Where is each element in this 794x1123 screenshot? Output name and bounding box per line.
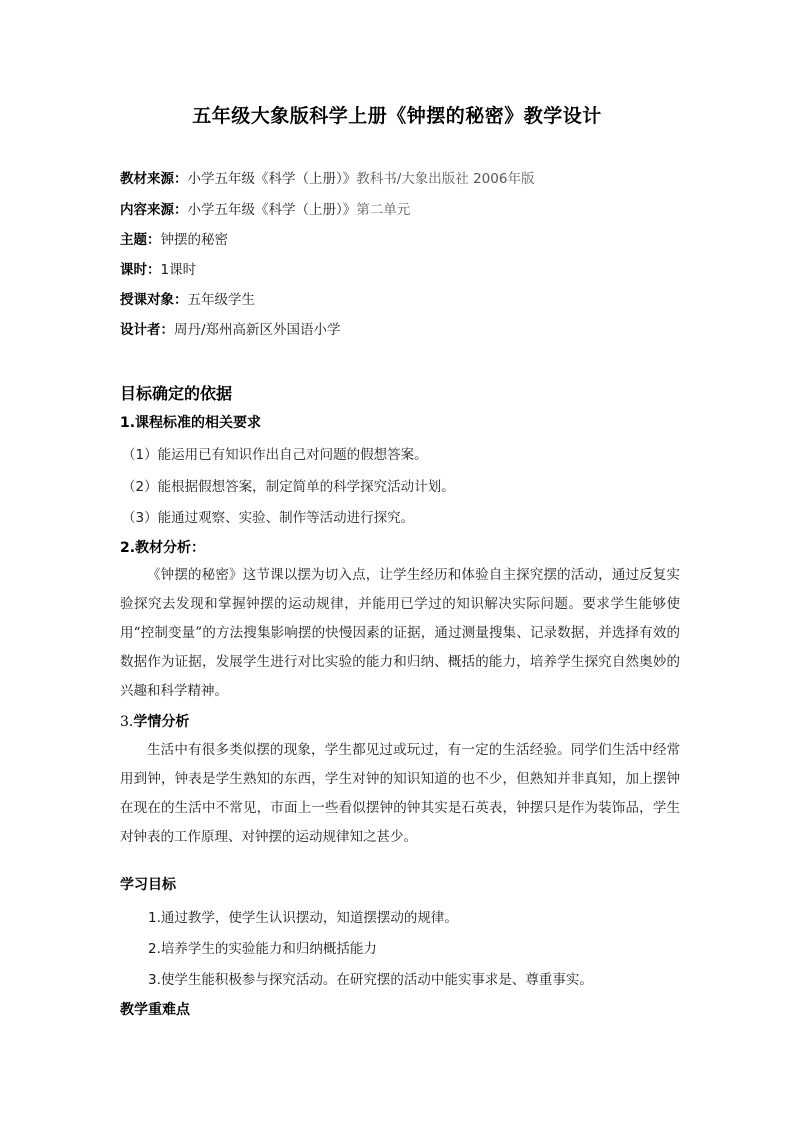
paragraph-textbook-analysis: 《钟摆的秘密》这节课以摆为切入点，让学生经历和体验自主探究摆的活动，通过反复实验探究去发现和掌握钟摆的运动规律，并能用已学过的知识解决实际问题。要求学生能够使用“控制变量”的方法搜集影响摆的快慢因素的证据，通过测量搜集、记录数据，并选择有效的数据作为证据，发展学生进行对比实验的能力和归纳、概括的能力，培养学生探究自然奥妙的兴趣和科学精神。: [120, 567, 680, 699]
meta-content-source: [120, 201, 410, 219]
meta-value-muted: 第二单元: [356, 202, 411, 218]
list-item: 3.使学生能积极参与探究活动。在研究摆的活动中能实事求是、尊重事实。: [148, 972, 593, 988]
meta-label: 内容来源：: [120, 202, 188, 218]
subheading-curriculum-standards: 1.课程标准的相关要求: [120, 415, 262, 431]
paragraph-student-analysis: 生活中有很多类似摆的现象，学生都见过或玩过，有一定的生活经验。同学们生活中经常用到钟，钟表是学生熟知的东西，学生对钟的知识知道的也不少，但熟知并非真知，加上摆钟在现在的生活中不常见，市面上一些看似摆钟的钟其实是石英表，钟摆只是作为装饰品，学生对钟表的工作原理、对钟摆的运动规律知之甚少。: [120, 742, 680, 845]
section-heading-basis: 目标确定的依据: [120, 384, 233, 403]
list-item: （2）能根据假想答案，制定简单的科学探究活动计划。: [122, 479, 455, 495]
list-item: 2.培养学生的实验能力和归纳概括能力: [148, 941, 377, 957]
list-item: 1.通过教学，使学生认识摆动，知道摆摆动的规律。: [148, 910, 458, 926]
list-item: （3）能通过观察、实验、制作等活动进行探究。: [122, 510, 415, 526]
meta-label: 设计者：: [120, 322, 174, 338]
document-title: 五年级大象版科学上册《钟摆的秘密》教学设计: [192, 105, 602, 127]
meta-value: 小学五年级《科学（上册）》: [187, 202, 357, 218]
list-item: （1）能运用已有知识作出自己对问题的假想答案。: [122, 447, 428, 463]
meta-audience: [120, 291, 255, 309]
meta-value: 小学五年级《科学（上册）》: [187, 171, 357, 187]
section-heading-key-points: 教学重难点: [120, 1002, 190, 1018]
meta-topic: [120, 231, 228, 249]
meta-value-muted: 教科书/大象出版社 2006年版: [356, 171, 535, 187]
section-heading-learning-goals: 学习目标: [120, 877, 176, 893]
meta-value: 钟摆的秘密: [160, 232, 228, 248]
heading-text: 学情分析: [133, 714, 190, 730]
meta-duration: [120, 261, 196, 279]
meta-value: 五年级学生: [187, 292, 255, 308]
meta-designer: [120, 321, 341, 339]
meta-label: 主题：: [120, 232, 161, 248]
meta-label: 授课对象：: [120, 292, 188, 308]
subheading-student-analysis: [120, 711, 189, 731]
heading-number: 3.: [120, 714, 134, 730]
meta-value: 1课时: [160, 262, 197, 278]
meta-label: 课时：: [120, 262, 161, 278]
meta-label: 教材来源：: [120, 171, 188, 187]
meta-value: 周丹/郑州高新区外国语小学: [174, 322, 341, 338]
meta-textbook-source: [120, 170, 534, 188]
subheading-textbook-analysis: 2.教材分析：: [120, 540, 206, 556]
